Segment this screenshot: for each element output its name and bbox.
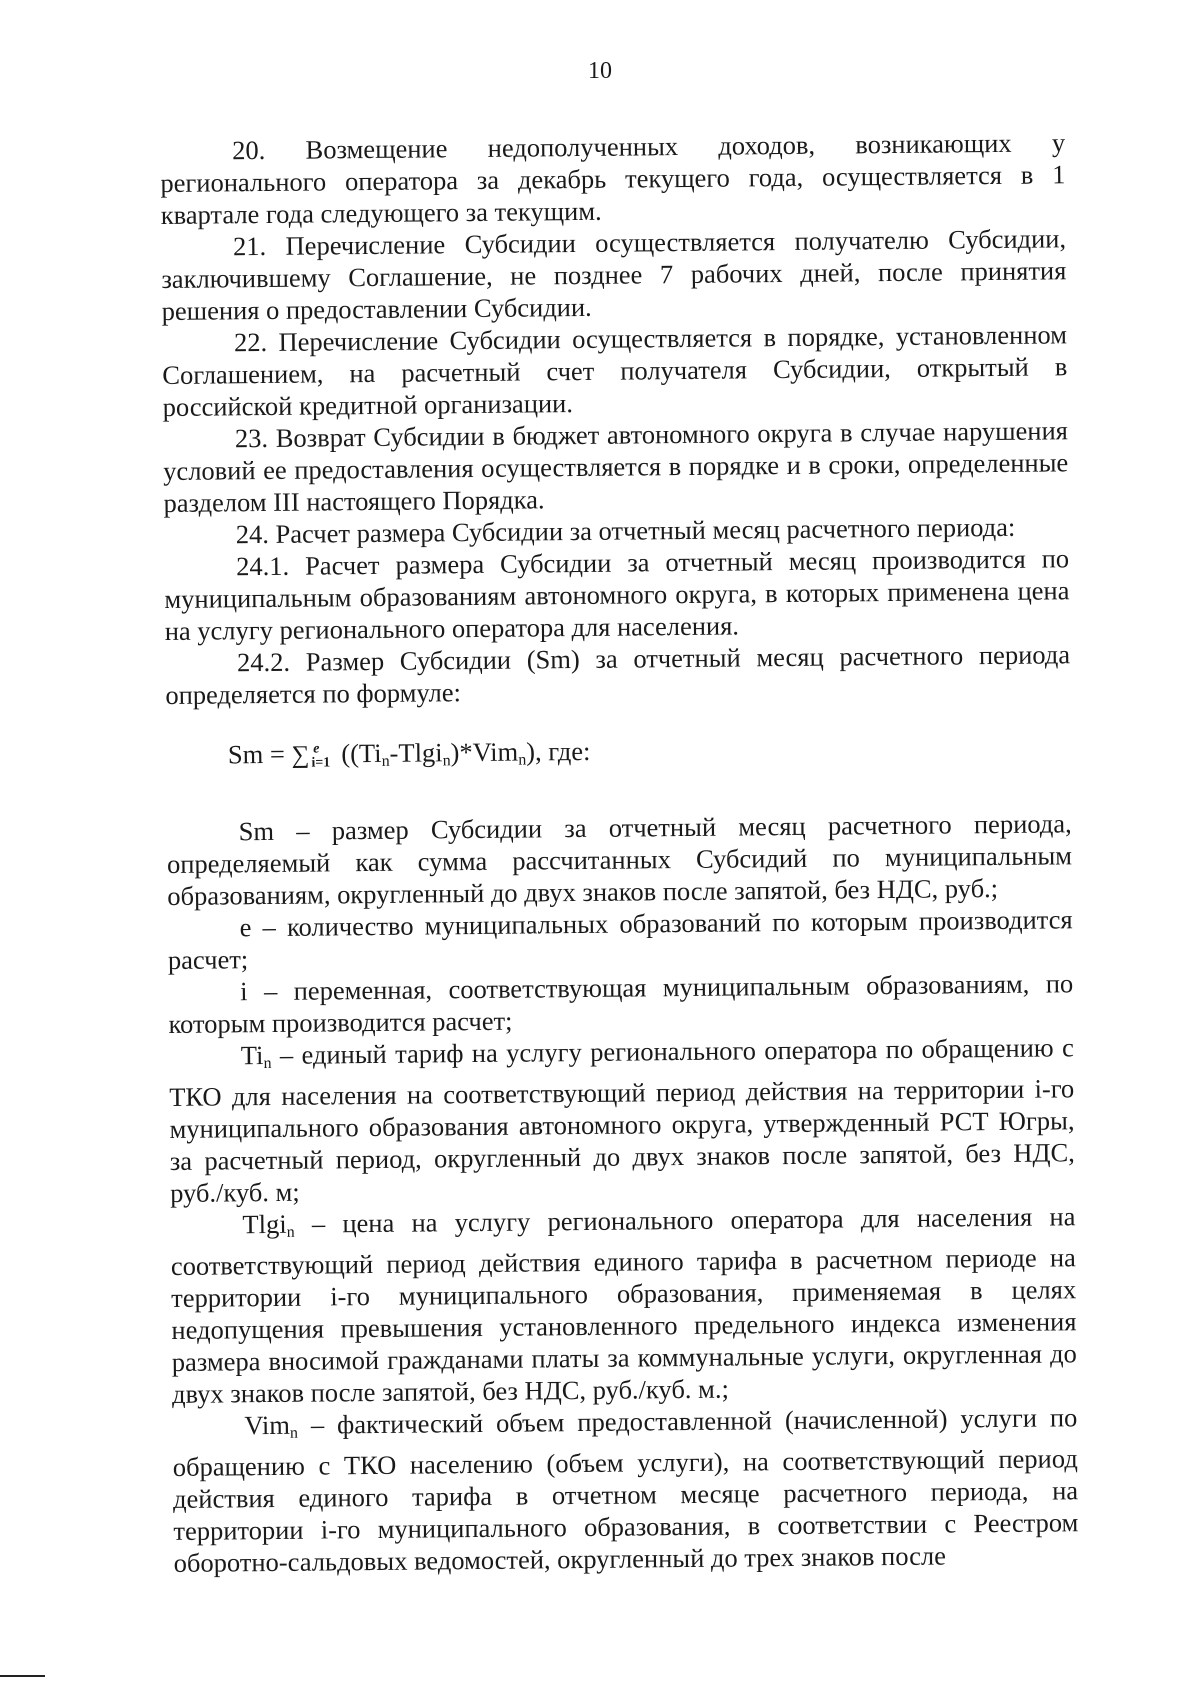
formula-part-2: -Tlgi <box>389 737 443 768</box>
tlgi-subscript: n <box>286 1223 295 1241</box>
page-number: 10 <box>588 58 612 84</box>
formula-lhs: Sm = <box>227 738 292 770</box>
definition-tlgi <box>170 1200 1077 1410</box>
scan-edge-mark <box>0 1675 45 1677</box>
vim-subscript: n <box>289 1424 299 1442</box>
definition-i: i – переменная, соответствующая муниципальным образованиям, по которым производится расчет; <box>168 968 1074 1039</box>
definition-e: e – количество муниципальных образований по которым производится расчет; <box>167 904 1073 975</box>
formula-part-3: )*Vim <box>450 736 519 768</box>
tlgi-variable: Tlgi <box>242 1208 287 1240</box>
paragraph-21: 21. Перечисление Субсидии осуществляется получателю Субсидии, заключившему Соглашение, не позднее 7 рабочих дней, после принятия решения о предоставлении Субсидии. <box>161 223 1067 326</box>
paragraph-24: 24. Расчет размера Субсидии за отчетный месяц расчетного периода: <box>235 511 1016 550</box>
vim-description: – фактический объем предоставленной (начисленной) услуги по обращению с ТКО населению (объем услуги), на соответствующий период действия единого тарифа в отчетном месяце расчетного периода, на территории i-го муниципального образования, в соответствии с Реестром оборотно-сальдовых ведомостей, округленный до трех знаков после <box>172 1402 1079 1578</box>
paragraph-24-1: 24.1. Расчет размера Субсидии за отчетный месяц производится по муниципальным образованиям автономного округа, в которых применена цена на услугу регионального оператора для населения. <box>164 543 1070 646</box>
sum-upper-limit: e <box>313 741 320 757</box>
ti-subscript: n <box>263 1054 272 1073</box>
formula-subscript-2: n <box>442 752 451 770</box>
formula-part-4: ), где: <box>526 735 591 767</box>
formula-part-1: ((Ti <box>341 737 382 769</box>
sum-symbol: ∑ <box>291 741 310 769</box>
subsidy-formula <box>228 730 1071 779</box>
sum-lower-limit: i=1 <box>311 755 331 771</box>
vim-variable: Vim <box>244 1409 291 1441</box>
formula-subscript-1: n <box>381 752 390 770</box>
paragraph-22: 22. Перечисление Субсидии осуществляется в порядке, установленном Соглашением, на расчетный счет получателя Субсидии, открытый в российской кредитной организации. <box>162 319 1068 422</box>
ti-description: – единый тариф на услугу регионального оператора по обращению с ТКО для населения на соответствующий период действия на территории i-го муниципального образования автономного округа, утвержденный РСТ Югры, за расчетный период, округленный до двух знаков после запятой, без НДС, руб./куб. м; <box>169 1032 1075 1208</box>
paragraph-20: 20. Возмещение недополученных доходов, возникающих у регионального оператора за декабрь текущего года, осуществляется в 1 квартале года следующего за текущим. <box>160 127 1066 230</box>
document-body <box>160 126 1079 1579</box>
paragraph-23: 23. Возврат Субсидии в бюджет автономного округа в случае нарушения условий ее предоставления осуществляется в порядке и в сроки, определенные разделом III настоящего Порядка. <box>163 415 1069 518</box>
definition-ti <box>169 1031 1076 1209</box>
tlgi-description: – цена на услугу регионального оператора для населения на соответствующий период действия единого тарифа в расчетном периоде на территории i-го муниципального образования, применяемая в целях недопущения превышения установленного предельного индекса изменения размера вносимой гражданами платы за коммунальные услуги, округленная до двух знаков после запятой, без НДС, руб./куб. м.; <box>170 1201 1077 1409</box>
ti-variable: Ti <box>240 1040 264 1071</box>
definition-sm: Sm – размер Субсидии за отчетный месяц расчетного периода, определяемый как сумма рассчитанных Субсидий по муниципальным образованиям, округленный до двух знаков после запятой, без НДС, руб.; <box>166 808 1073 911</box>
definition-vim <box>172 1401 1079 1579</box>
paragraph-24-2: 24.2. Размер Субсидии (Sm) за отчетный месяц расчетного периода определяется по формуле: <box>165 639 1071 710</box>
formula-subscript-3: n <box>518 751 527 769</box>
